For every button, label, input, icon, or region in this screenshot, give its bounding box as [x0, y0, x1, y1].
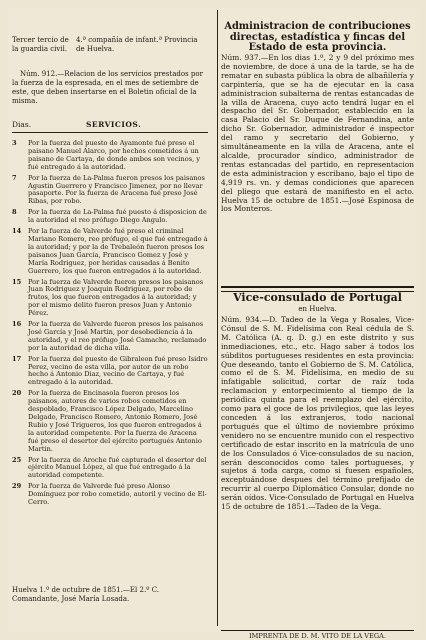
report-header — [12, 36, 208, 70]
entry-text: Por la fuerza de Aroche fué capturado el desertor del ejército Manuel López, al que fué entregado á la autoridad competente. — [28, 455, 207, 480]
table-header — [12, 120, 208, 133]
service-entry — [12, 321, 208, 353]
entry-day: 29 — [12, 482, 22, 491]
printer-imprint: IMPRENTA DE D. M. VITO DE LA VEGA. — [221, 630, 414, 640]
service-entry — [12, 140, 208, 172]
service-entry — [12, 390, 208, 453]
service-entry — [12, 228, 208, 275]
column-divider — [217, 10, 218, 626]
entry-text: Por la fuerza del puesto de Gibraleon fué preso Isidro Perez, vecino de esta villa, por autor de un robo hecho á Antonio Diaz, vecino de Cartaya, y fué entregado á la autoridad. — [28, 354, 208, 387]
service-entry — [12, 175, 208, 207]
entry-text: Por la fuerza de La-Palma fué puesto á disposicion de la autoridad el reo prófugo Diego Angulo. — [28, 208, 207, 225]
notice-subasta: Núm. 937.—En los dias 1.º, 2 y 9 del próximo mes de noviembre, de doce á una de la tarde, se ha de rematar en subasta pública la obra de albañilería y carpintería, que se ha de ejecutar en la casa administracion subalterna de rentas estancadas de la villa de Aracena, cuyo acto tendrá lugar en el despacho del Sr. Gobernador, establecido en la casa Palacio del Sr. Duque de Fernandina, ante dicho Sr. Gobernador, administrador é inspector del ramo y secretario del Gobierno, y simultáneamente en la villa de Aracena, ante el alcalde, procurador síndico, administrador de rentas estancadas del partido, en representacion de esta administracion y escribano, bajo el tipo de 4,919 rs. vn. y demas condiciones que aparecen del pliego que estará de manifiesto en el acto. Huelva 15 de octubre de 1851.—José Espinosa de los Monteros. — [221, 53, 414, 214]
section-title-administracion: Administracion de contribuciones directas, estadística y fincas del Estado de esta provincia. — [224, 21, 411, 54]
column-servicios: SERVICIOS. — [86, 120, 142, 129]
header-left: Tercer tercio de la guardia civil. — [12, 36, 69, 53]
entry-day: 25 — [12, 455, 22, 464]
report-title: Núm. 912.—Relacion de los servicios prestados por la fuerza de la espresada, en el mes de setiembre de este, que deben insertarse en el Boletin oficial de la misma. — [12, 70, 203, 105]
entry-day: 3 — [12, 139, 17, 147]
service-list — [12, 140, 208, 510]
service-entry — [12, 457, 208, 481]
notice-viceconsulado: Núm. 934.—D. Tadeo de la Vega y Rosales, Vice-Cónsul de S. M. Fidelísima con Real cédula de S. M. Católica (A. q. D. g.) en este distrito y sus inmediaciones, etc., etc. Hago saber á todos los súbditos portugueses residentes en esta provincia: Que deseando, tanto el Gobierno de S. M. Católica, como el de S. M. Fidelísima, en medio de su infatigable solicitud, cortar de raíz toda reclamacion y entorpecimiento al tiempo de la periódica quinta para el reemplazo del ejército, como para el goce de los privilegios, que las leyes conceden á los extranjeros, todo nacional portugués que el último de noviembre próximo venidero no se encuentre munido con el respectivo certificado de estar inscrito en la matrícula de uno de los Consulados ó Vice-consulados de su nacion, serán desconocidos como tales portugueses, y sujetos á toda carga, como si fuesen españoles, exceptuándose despues del término prefijado de recurrir al cuerpo Diplomático Consular, donde no serán oídos. Vice-Consulado de Portugal en Huelva 15 de octubre de 1851.—Tadeo de la Vega. — [221, 315, 414, 512]
entry-text: Por la fuerza de Encinasola fueron presos los paisanos, autores de varios robos cometidos en despoblado, Francisco López Delgado, Marcelino Delgado, Francisco Romero, Antonio Romero, José Rubio y José Trigueros, los que fueron entregados á la autoridad competente. Por la fuerza de Aracena fué preso el desertor del ejército portugués Antonio Martin. — [28, 389, 202, 453]
entry-text: Por la fuerza de Valverde fueron presos los paisanos José García y José Martin, por desobediencia á la autoridad, y el reo prófugo José Camacho, reclamado por la autoridad de dicha villa. — [28, 320, 207, 352]
entry-text: Por la fuerza del puesto de Ayamonte fué preso el paisano Manuel Alarco, por hechos cometidos á un paisano de Cartaya, de donde ambos son vecinos, y fué entregado á la autoridad. — [28, 139, 201, 171]
service-entry — [12, 209, 208, 225]
service-entry — [12, 279, 208, 319]
newspaper-page — [8, 8, 418, 640]
service-entry — [12, 356, 208, 388]
entry-text: Por la fuerza de Valverde fué preso el criminal Mariano Romero, reo prófugo, el que fué entregado á la autoridad; y por la de Trebaleón fueron presos los paisanos Juan García, Francisco Gomez y José y María Rodriguez, por heridas causadas á Benito Guerrero, los que fueron entregados á la autoridad. — [28, 227, 208, 275]
entry-day: 8 — [12, 208, 17, 217]
section-subtitle: en Huelva. — [298, 305, 337, 313]
entry-day: 15 — [12, 277, 22, 286]
report-signature: Huelva 1.º de octubre de 1851.—El 2.º C. Comandante, José María Losada. — [12, 586, 160, 603]
entry-day: 20 — [12, 389, 22, 398]
entry-day: 7 — [12, 173, 17, 182]
entry-day: 16 — [12, 320, 22, 329]
entry-text: Por la fuerza de Valverde fué preso Alonso Domínguez por robo cometido, autoril y vecino de El-Cerro. — [28, 482, 207, 507]
entry-day: 17 — [12, 354, 22, 363]
service-entry — [12, 483, 208, 507]
entry-text: Por la fuerza de Valverde fueron presos los paisanos Juan Rodriguez y Joaquin Rodriguez, por robo de frutos, los que fueron entregados á la autoridad; y por el mismo delito fueron presos Juan y Antonio Pérez. — [28, 277, 204, 318]
section-title-viceconsulado: Vice-consulado de Portugal — [233, 291, 402, 304]
entry-text: Por la fuerza de La-Palma fueron presos los paisanos Agustin Guerrero y Francisco Jimenez, por no llevar pasaporte. Por la fuerza de Aracena fué preso José Ribas, por robo. — [28, 173, 205, 206]
header-right: 4.ª compañía de infant.ª Provincia de Huelva. — [76, 36, 198, 53]
column-dias: Dias. — [12, 120, 32, 129]
entry-day: 14 — [12, 227, 22, 236]
